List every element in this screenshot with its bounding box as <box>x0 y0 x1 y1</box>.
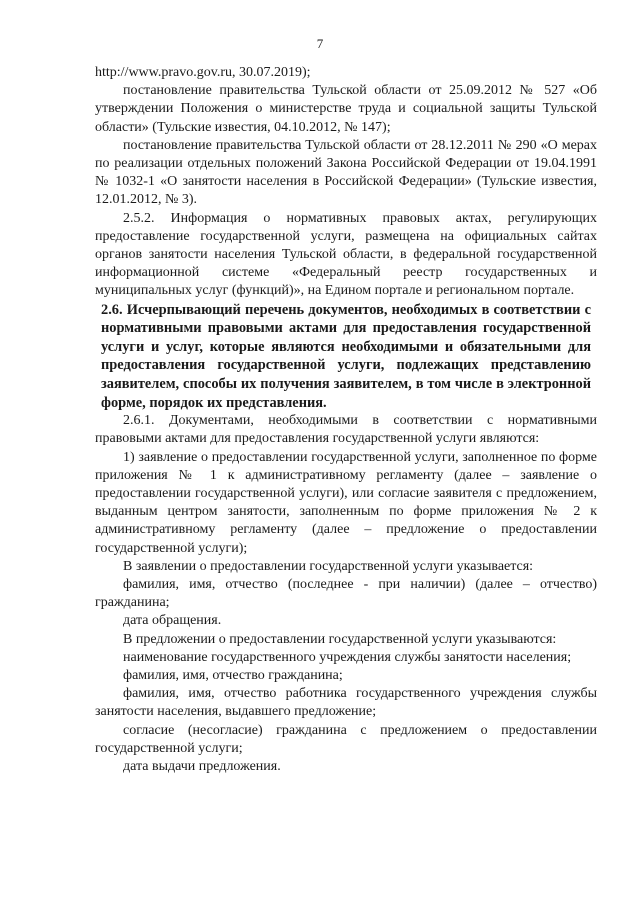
section-heading-2-6: 2.6. Исчерпывающий перечень документов, необходимых в соответствии с нормативными правовыми актами для предоставления государственной услуги и услуг, которые являются необходимыми и обязательными для предоставления государственной услуги, подлежащих представлению заявителем, способы их получения заявителем, в том числе в электронной форме, порядок их представления. <box>101 301 591 411</box>
paragraph-institution-name: наименование государственного учреждения службы занятости населения; <box>123 649 572 665</box>
paragraph-full-name: фамилия, имя, отчество (последнее - при наличии) (далее – отчество) гражданина; <box>95 577 597 611</box>
paragraph-resolution-527: постановление правительства Тульской области от 25.09.2012 № 527 «Об утверждении Положения о министерстве труда и социальной защиты Тульской области» (Тульские известия, 04.10.2012, № 147); <box>95 83 597 135</box>
paragraph-citizen-name: фамилия, имя, отчество гражданина; <box>123 668 343 684</box>
paragraph-employee-name: фамилия, имя, отчество работника государственного учреждения службы занятости населения, выдавшего предложение; <box>95 686 597 720</box>
page-number: 7 <box>316 36 324 51</box>
paragraph-resolution-290: постановление правительства Тульской области от 28.12.2011 № 290 «О мерах по реализации отдельных положений Закона Российской Федерации от 19.04.1991 № 1032-1 «О занятости населения в Российской Федерации» (Тульские известия, 12.01.2012, № 3). <box>95 137 597 208</box>
paragraph-issue-date: дата выдачи предложения. <box>123 759 281 775</box>
paragraph-2-5-2: 2.5.2. Информация о нормативных правовых актах, регулирующих предоставление государственной услуги, размещена на официальных сайтах органов занятости населения Тульской области, в федеральной государственной информационной системе «Федеральный реестр государственных и муниципальных услуг (функций)», на Едином портале и региональном портале. <box>95 210 597 299</box>
paragraph-2-6-1: 2.6.1. Документами, необходимыми в соответствии с нормативными правовыми актами для предоставления государственной услуги являются: <box>95 413 597 447</box>
paragraph-application-contents: В заявлении о предоставлении государственной услуги указывается: <box>123 558 534 574</box>
paragraph-consent: согласие (несогласие) гражданина с предложением о предоставлении государственной услуги; <box>95 722 597 756</box>
paragraph-proposal-contents: В предложении о предоставлении государственной услуги указываются: <box>123 631 557 647</box>
document-body <box>95 64 597 776</box>
paragraph-request-date: дата обращения. <box>123 613 222 629</box>
paragraph-url-citation: http://www.pravo.gov.ru, 30.07.2019); <box>95 65 311 80</box>
paragraph-item-1: 1) заявление о предоставлении государственной услуги, заполненное по форме приложения № 1 к административному регламенту (далее – заявление о предоставлении государственной услуги), или согласие заявителя с предложением, выданным центром занятости, заполненным по форме приложения № 2 к административному регламенту (далее – предложение о предоставлении государственной услуги); <box>95 449 597 556</box>
